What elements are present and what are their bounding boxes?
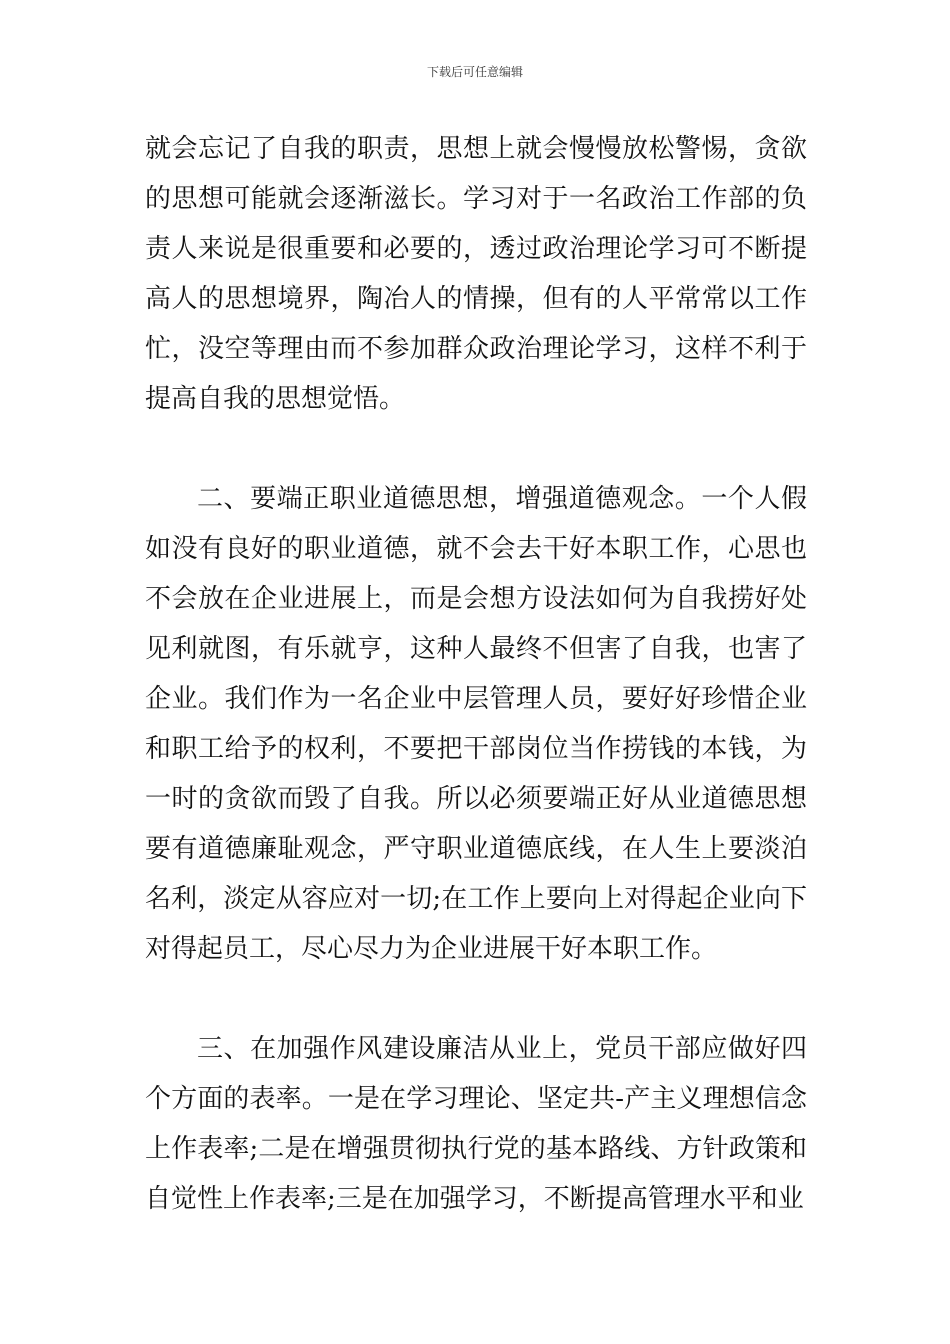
paragraph-gap: [145, 424, 807, 474]
page-header-note: 下载后可任意编辑: [426, 65, 523, 79]
paragraph-continuation: 就会忘记了自我的职责，思想上就会慢慢放松警惕，贪欲的思想可能就会逐渐滋长。学习对于一名政治工作部的负责人来说是很重要和必要的，透过政治理论学习可不断提高人的思想境界，陶冶人的情操，但有的人平常常以工作忙，没空等理由而不参加群众政治理论学习，这样不利于提高自我的思想觉悟。: [145, 134, 807, 414]
document-body: [145, 124, 807, 1224]
paragraph-section-three: 三、在加强作风建设廉洁从业上，党员干部应做好四个方面的表率。一是在学习理论、坚定共-产主义理想信念上作表率;二是在增强贯彻执行党的基本路线、方针政策和自觉性上作表率;三是在加强学习，不断提高管理水平和业: [145, 1034, 807, 1214]
paragraph-section-two: 二、要端正职业道德思想，增强道德观念。一个人假如没有良好的职业道德，就不会去干好本职工作，心思也不会放在企业进展上，而是会想方设法如何为自我捞好处见利就图，有乐就亨，这种人最终不但害了自我，也害了企业。我们作为一名企业中层管理人员，要好好珍惜企业和职工给予的权利，不要把干部岗位当作捞钱的本钱，为一时的贪欲而毁了自我。所以必须要端正好从业道德思想要有道德廉耻观念，严守职业道德底线，在人生上要淡泊名利，淡定从容应对一切;在工作上要向上对得起企业向下对得起员工，尽心尽力为企业进展干好本职工作。: [145, 484, 807, 964]
paragraph-gap: [145, 974, 807, 1024]
